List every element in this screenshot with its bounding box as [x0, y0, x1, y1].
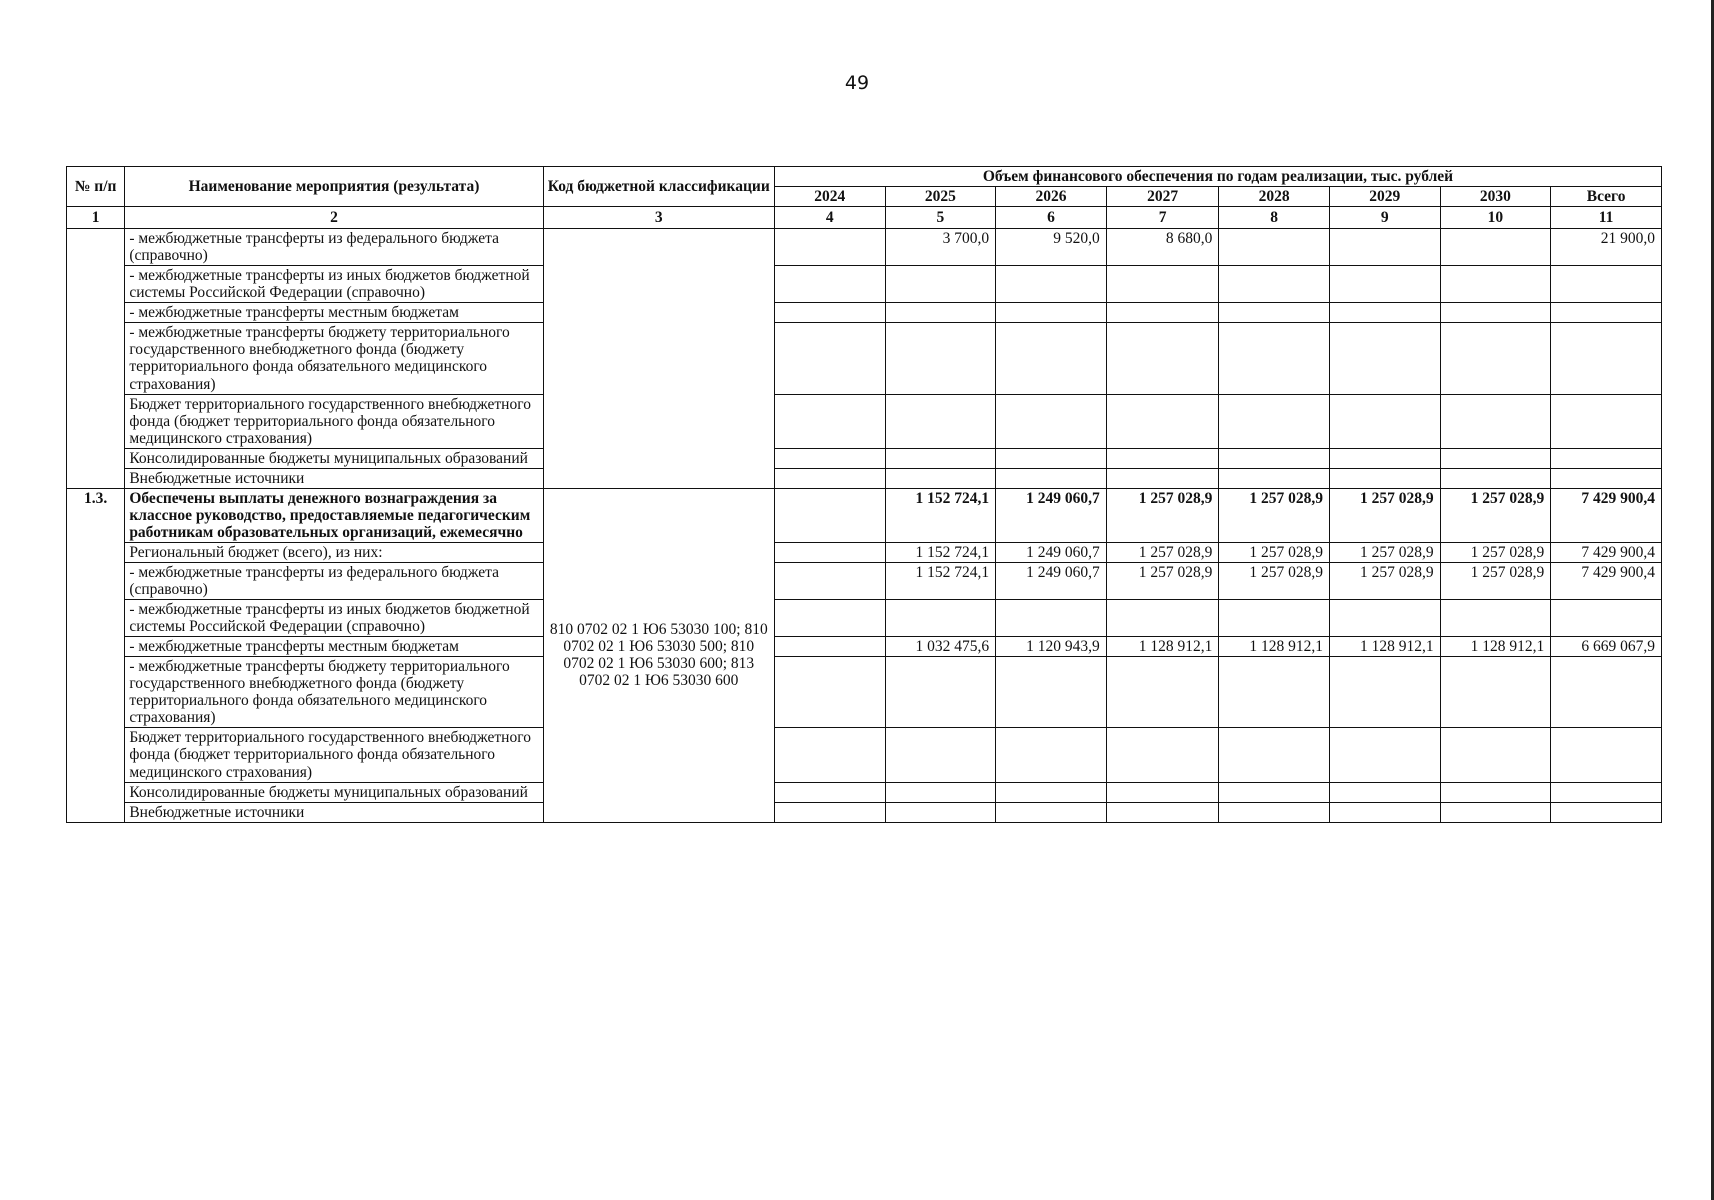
value-cell	[996, 323, 1107, 394]
value-cell	[1551, 266, 1662, 303]
value-cell	[1106, 303, 1219, 323]
value-cell	[1106, 266, 1219, 303]
value-cell	[1329, 802, 1440, 822]
row-name: - межбюджетные трансферты из иных бюджетов бюджетной системы Российской Федерации (справочно)	[125, 266, 543, 303]
value-cell	[1106, 468, 1219, 488]
table-row	[67, 488, 1662, 542]
value-cell: 1 257 028,9	[1219, 562, 1330, 599]
value-cell	[1440, 229, 1551, 266]
value-cell: 7 429 900,4	[1551, 562, 1662, 599]
value-cell	[996, 468, 1107, 488]
value-cell	[774, 728, 885, 782]
header-num: № п/п	[67, 167, 125, 207]
table-row	[67, 600, 1662, 637]
value-cell	[774, 562, 885, 599]
column-number: 4	[774, 207, 885, 229]
value-cell	[1551, 303, 1662, 323]
header-year: 2030	[1440, 187, 1551, 207]
header-year: 2024	[774, 187, 885, 207]
table-row	[67, 637, 1662, 657]
value-cell: 9 520,0	[996, 229, 1107, 266]
value-cell	[996, 303, 1107, 323]
value-cell	[1551, 782, 1662, 802]
value-cell	[1329, 600, 1440, 637]
value-cell	[1551, 448, 1662, 468]
value-cell	[996, 657, 1107, 728]
value-cell	[774, 394, 885, 448]
value-cell	[885, 782, 996, 802]
column-number: 11	[1551, 207, 1662, 229]
value-cell	[774, 303, 885, 323]
column-number: 7	[1106, 207, 1219, 229]
value-cell	[885, 802, 996, 822]
value-cell: 1 257 028,9	[1219, 488, 1330, 542]
row-name: Бюджет территориального государственного внебюджетного фонда (бюджет территориального фонда обязательного медицинского страхования)	[125, 728, 543, 782]
column-number: 1	[67, 207, 125, 229]
column-number: 10	[1440, 207, 1551, 229]
value-cell	[1329, 448, 1440, 468]
value-cell	[885, 266, 996, 303]
table-row	[67, 657, 1662, 728]
value-cell	[1219, 782, 1330, 802]
value-cell	[1440, 468, 1551, 488]
value-cell	[774, 488, 885, 542]
value-cell	[1329, 266, 1440, 303]
value-cell: 7 429 900,4	[1551, 542, 1662, 562]
table-row	[67, 728, 1662, 782]
row-name: - межбюджетные трансферты бюджету территориального государственного внебюджетного фонда (бюджету территориального фонда обязательного медицинского страхования)	[125, 657, 543, 728]
value-cell	[1329, 782, 1440, 802]
value-cell	[1440, 782, 1551, 802]
value-cell	[885, 303, 996, 323]
value-cell: 1 249 060,7	[996, 542, 1107, 562]
column-number: 3	[543, 207, 774, 229]
value-cell	[1106, 657, 1219, 728]
value-cell	[1551, 394, 1662, 448]
value-cell	[1106, 802, 1219, 822]
row-name: - межбюджетные трансферты из федерального бюджета (справочно)	[125, 562, 543, 599]
value-cell	[1440, 266, 1551, 303]
value-cell	[1219, 266, 1330, 303]
value-cell	[1551, 323, 1662, 394]
value-cell	[774, 600, 885, 637]
value-cell	[1329, 323, 1440, 394]
page-number: 49	[844, 72, 870, 94]
value-cell	[774, 229, 885, 266]
value-cell	[885, 657, 996, 728]
budget-code: 810 0702 02 1 Ю6 53030 100; 810 0702 02 1 Ю6 53030 500; 810 0702 02 1 Ю6 53030 600; 813 0702 02 1 Ю6 53030 600	[543, 488, 774, 822]
header-year: 2027	[1106, 187, 1219, 207]
value-cell	[885, 448, 996, 468]
column-number: 6	[996, 207, 1107, 229]
value-cell	[1106, 600, 1219, 637]
row-name: - межбюджетные трансферты из федерального бюджета (справочно)	[125, 229, 543, 266]
header-year: 2028	[1219, 187, 1330, 207]
value-cell: 8 680,0	[1106, 229, 1219, 266]
column-number: 5	[885, 207, 996, 229]
value-cell	[996, 394, 1107, 448]
value-cell: 6 669 067,9	[1551, 637, 1662, 657]
table-row	[67, 229, 1662, 266]
value-cell	[1440, 323, 1551, 394]
value-cell: 1 257 028,9	[1106, 488, 1219, 542]
value-cell	[996, 266, 1107, 303]
value-cell: 21 900,0	[1551, 229, 1662, 266]
row-name: - межбюджетные трансферты из иных бюджетов бюджетной системы Российской Федерации (справочно)	[125, 600, 543, 637]
header-year: 2025	[885, 187, 996, 207]
value-cell	[1440, 802, 1551, 822]
value-cell	[1551, 657, 1662, 728]
budget-table	[66, 166, 1662, 823]
value-cell: 1 257 028,9	[1440, 488, 1551, 542]
value-cell: 1 257 028,9	[1440, 542, 1551, 562]
value-cell	[885, 468, 996, 488]
value-cell	[1329, 303, 1440, 323]
value-cell	[1329, 728, 1440, 782]
value-cell	[1219, 394, 1330, 448]
header-total: Всего	[1551, 187, 1662, 207]
row-name: Обеспечены выплаты денежного вознаграждения за классное руководство, предоставляемые педагогическим работникам образовательных организаций, ежемесячно	[125, 488, 543, 542]
table-row	[67, 266, 1662, 303]
value-cell	[1551, 728, 1662, 782]
value-cell	[774, 266, 885, 303]
value-cell	[1106, 323, 1219, 394]
value-cell	[774, 468, 885, 488]
value-cell	[1329, 229, 1440, 266]
value-cell	[1440, 657, 1551, 728]
table-row	[67, 562, 1662, 599]
value-cell: 1 257 028,9	[1106, 542, 1219, 562]
value-cell	[774, 657, 885, 728]
header-year: 2026	[996, 187, 1107, 207]
value-cell	[996, 728, 1107, 782]
row-name: Бюджет территориального государственного внебюджетного фонда (бюджет территориального фонда обязательного медицинского страхования)	[125, 394, 543, 448]
value-cell	[885, 728, 996, 782]
value-cell	[1106, 448, 1219, 468]
value-cell: 1 152 724,1	[885, 488, 996, 542]
budget-table-container	[66, 166, 1662, 823]
value-cell	[885, 394, 996, 448]
value-cell: 1 257 028,9	[1329, 562, 1440, 599]
value-cell	[1219, 229, 1330, 266]
row-name: Консолидированные бюджеты муниципальных образований	[125, 448, 543, 468]
column-number: 9	[1329, 207, 1440, 229]
value-cell	[1551, 802, 1662, 822]
value-cell	[1219, 448, 1330, 468]
value-cell	[996, 448, 1107, 468]
table-row	[67, 542, 1662, 562]
value-cell	[1329, 394, 1440, 448]
value-cell	[1440, 394, 1551, 448]
value-cell	[1219, 468, 1330, 488]
value-cell: 1 032 475,6	[885, 637, 996, 657]
value-cell: 1 257 028,9	[1440, 562, 1551, 599]
value-cell	[1440, 448, 1551, 468]
value-cell: 1 249 060,7	[996, 488, 1107, 542]
value-cell	[774, 637, 885, 657]
value-cell	[1219, 303, 1330, 323]
table-row	[67, 323, 1662, 394]
value-cell: 3 700,0	[885, 229, 996, 266]
budget-code	[543, 229, 774, 489]
value-cell	[1219, 323, 1330, 394]
row-index: 1.3.	[67, 488, 125, 822]
value-cell: 1 128 912,1	[1106, 637, 1219, 657]
value-cell	[1551, 600, 1662, 637]
value-cell: 1 257 028,9	[1106, 562, 1219, 599]
value-cell	[1440, 600, 1551, 637]
row-name: - межбюджетные трансферты местным бюджетам	[125, 303, 543, 323]
value-cell: 1 128 912,1	[1329, 637, 1440, 657]
header-name: Наименование мероприятия (результата)	[125, 167, 543, 207]
value-cell: 1 257 028,9	[1219, 542, 1330, 562]
table-row	[67, 802, 1662, 822]
column-numbers-row	[67, 207, 1662, 229]
value-cell	[1329, 468, 1440, 488]
value-cell: 1 128 912,1	[1440, 637, 1551, 657]
value-cell	[885, 600, 996, 637]
row-index	[67, 229, 125, 489]
value-cell	[774, 782, 885, 802]
value-cell	[996, 782, 1107, 802]
value-cell	[774, 802, 885, 822]
value-cell: 1 257 028,9	[1329, 542, 1440, 562]
table-row	[67, 448, 1662, 468]
value-cell	[1329, 657, 1440, 728]
row-name: Консолидированные бюджеты муниципальных образований	[125, 782, 543, 802]
header-volume: Объем финансового обеспечения по годам реализации, тыс. рублей	[774, 167, 1661, 187]
row-name: Внебюджетные источники	[125, 468, 543, 488]
value-cell: 1 152 724,1	[885, 562, 996, 599]
value-cell: 7 429 900,4	[1551, 488, 1662, 542]
value-cell: 1 120 943,9	[996, 637, 1107, 657]
value-cell	[996, 802, 1107, 822]
row-name: - межбюджетные трансферты бюджету территориального государственного внебюджетного фонда (бюджету территориального фонда обязательного медицинского страхования)	[125, 323, 543, 394]
value-cell	[1219, 657, 1330, 728]
table-body	[67, 229, 1662, 823]
table-row	[67, 394, 1662, 448]
value-cell	[1106, 394, 1219, 448]
value-cell	[1440, 728, 1551, 782]
value-cell	[774, 542, 885, 562]
value-cell: 1 128 912,1	[1219, 637, 1330, 657]
value-cell	[774, 323, 885, 394]
value-cell	[774, 448, 885, 468]
table-header	[67, 167, 1662, 229]
value-cell	[1106, 728, 1219, 782]
table-row	[67, 303, 1662, 323]
value-cell	[1219, 802, 1330, 822]
value-cell	[1106, 782, 1219, 802]
row-name: - межбюджетные трансферты местным бюджетам	[125, 637, 543, 657]
value-cell	[1219, 600, 1330, 637]
value-cell: 1 249 060,7	[996, 562, 1107, 599]
header-code: Код бюджетной классификации	[543, 167, 774, 207]
table-row	[67, 468, 1662, 488]
value-cell	[885, 323, 996, 394]
table-row	[67, 782, 1662, 802]
value-cell: 1 257 028,9	[1329, 488, 1440, 542]
value-cell	[1219, 728, 1330, 782]
header-year: 2029	[1329, 187, 1440, 207]
row-name: Региональный бюджет (всего), из них:	[125, 542, 543, 562]
column-number: 2	[125, 207, 543, 229]
value-cell	[996, 600, 1107, 637]
column-number: 8	[1219, 207, 1330, 229]
row-name: Внебюджетные источники	[125, 802, 543, 822]
value-cell	[1440, 303, 1551, 323]
value-cell	[1551, 468, 1662, 488]
value-cell: 1 152 724,1	[885, 542, 996, 562]
